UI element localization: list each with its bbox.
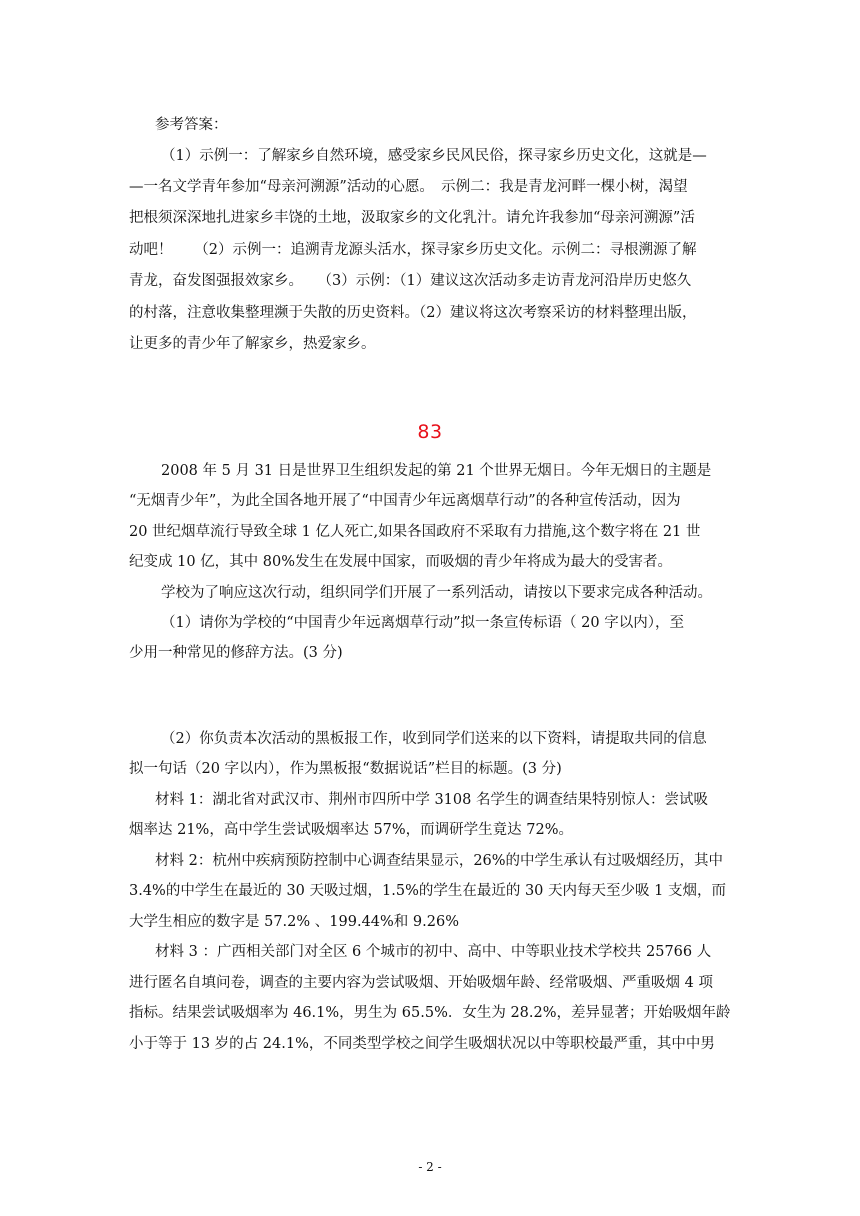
material-line: 进行匿名自填问卷，调查的主要内容为尝试吸烟、开始吸烟年龄、经常吸烟、严重吸烟 4 项 <box>129 975 713 991</box>
paragraph-line: 20 世纪烟草流行导致全球 1 亿人死亡,如果各国政府不采取有力措施,这个数字将在 21 世 <box>129 524 701 540</box>
answer-line: 的村落，注意收集整理濒于失散的历史资料。（2）建议将这次考察采访的材料整理出版， <box>129 305 697 321</box>
question-line: （1）请你为学校的“中国青少年远离烟草行动”拟一条宣传标语（ 20 字以内），至 <box>161 615 684 631</box>
answer-line: 青龙，奋发图强报效家乡。 （3）示例：（1）建议这次活动多走访青龙河沿岸历史悠久 <box>129 273 692 289</box>
paragraph-line: 纪变成 10 亿，其中 80%发生在发展中国家，而吸烟的青少年将成为最大的受害者。 <box>129 554 673 570</box>
paragraph-line: “无烟青少年”，为此全国各地开展了“中国青少年远离烟草行动”的各种宣传活动，因为 <box>129 493 681 509</box>
material-line: 3.4%的中学生在最近的 30 天吸过烟，1.5%的学生在最近的 30 天内每天至少吸 1 支烟，而 <box>129 883 726 899</box>
material-line: 大学生相应的数字是 57.2% 、199.44%和 9.26% <box>129 914 459 930</box>
answer-line: （1）示例一：了解家乡自然环境，感受家乡民风民俗，探寻家乡历史文化，这就是— <box>161 148 707 164</box>
material-line: 小于等于 13 岁的占 24.1%，不同类型学校之间学生吸烟状况以中等职校最严重，其中中男 <box>129 1036 715 1052</box>
paragraph-line: 学校为了响应这次行动，组织同学们开展了一系列活动，请按以下要求完成各种活动。 <box>161 585 712 601</box>
page-number: - 2 - <box>418 1160 442 1174</box>
question-line: （2）你负责本次活动的黑板报工作，收到同学们送来的以下资料，请提取共同的信息 <box>161 731 707 747</box>
material-line: 材料 3 ：广西相关部门对全区 6 个城市的初中、高中、中等职业技术学校共 25766 人 <box>155 944 712 960</box>
section-number: 83 <box>417 421 443 443</box>
material-line: 烟率达 21%，高中学生尝试吸烟率达 57%，而调研学生竟达 72%。 <box>129 822 574 838</box>
question-line: 少用一种常见的修辞方法。(3 分) <box>129 645 343 661</box>
material-line: 指标。结果尝试吸烟率为 46.1%，男生为 65.5%．女生为 28.2%，差异显著；开始吸烟年龄 <box>129 1005 731 1021</box>
question-line: 拟一句话（20 字以内），作为黑板报“数据说话”栏目的标题。(3 分) <box>129 761 562 777</box>
answer-line: 让更多的青少年了解家乡，热爱家乡。 <box>129 336 376 352</box>
paragraph-line: 2008 年 5 月 31 日是世界卫生组织发起的第 21 个世界无烟日。今年无烟日的主题是 <box>161 463 712 479</box>
material-line: 材料 2：杭州中疾病预防控制中心调查结果显示，26%的中学生承认有过吸烟经历，其中 <box>155 853 724 869</box>
answer-line: 动吧！ （2）示例一：追溯青龙源头活水，探寻家乡历史文化。示例二：寻根溯源了解 <box>129 242 697 258</box>
answer-title: 参考答案： <box>155 117 228 133</box>
answer-line: 把根须深深地扎进家乡丰饶的土地，汲取家乡的文化乳汁。请允许我参加“母亲河溯源”活 <box>129 210 695 226</box>
answer-line: —一名文学青年参加“母亲河溯源”活动的心愿。 示例二：我是青龙河畔一棵小树，渴望 <box>129 179 688 195</box>
material-line: 材料 1：湖北省对武汉市、荆州市四所中学 3108 名学生的调查结果特别惊人：尝试吸 <box>155 792 708 808</box>
